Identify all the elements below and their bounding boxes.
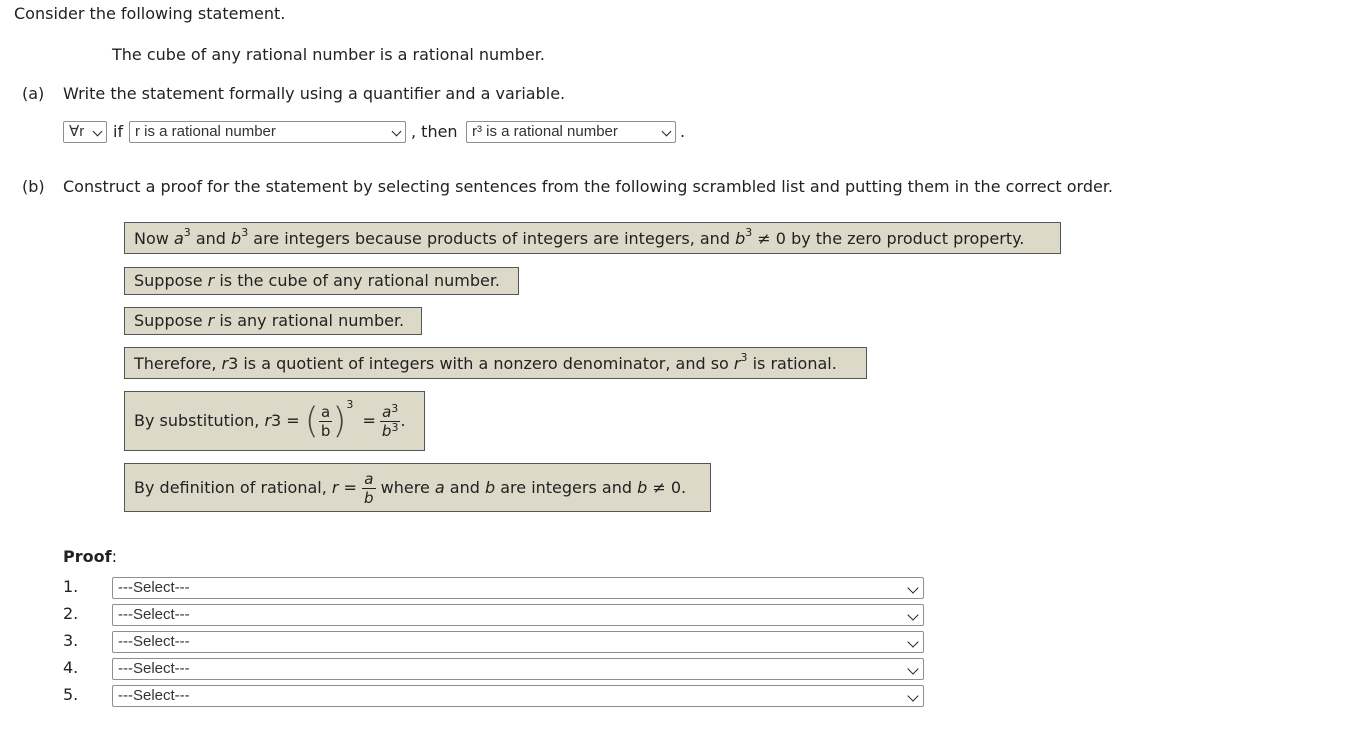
card-text: ≠ 0 by the zero product property.	[752, 229, 1025, 248]
card-text: is a quotient of integers with a nonzero denominator, and so	[238, 354, 734, 373]
exponent: 3	[346, 398, 354, 411]
fraction-a3-over-b3	[380, 403, 401, 440]
hypothesis-value: r is a rational number	[135, 123, 276, 140]
select-value: ---Select---	[118, 579, 190, 596]
var-r: r	[264, 411, 272, 430]
card-text: Therefore,	[134, 354, 222, 373]
var-a: a	[434, 478, 445, 497]
card-text: where	[375, 478, 435, 497]
chevron-down-icon	[93, 127, 103, 137]
paren-left: (	[304, 400, 319, 442]
var-b: b	[231, 229, 242, 248]
var-r: r	[733, 354, 741, 373]
proof-step-1-select[interactable]	[112, 577, 924, 599]
card-text: is rational.	[747, 354, 837, 373]
conclusion-value: r³ is a rational number	[472, 123, 618, 140]
exponent: 3	[740, 351, 748, 364]
sentence-card-suppose-cube[interactable]	[124, 267, 519, 295]
fraction-a-over-b	[319, 403, 333, 440]
chevron-down-icon	[662, 127, 672, 137]
equals-sign: =	[362, 411, 376, 430]
exponent: 3	[745, 226, 753, 239]
var-r: r	[207, 311, 215, 330]
card-text: are integers and	[495, 478, 638, 497]
quantifier-value: ∀r	[69, 123, 85, 140]
part-a-label: (a)	[22, 84, 45, 103]
step-number: 2.	[63, 604, 79, 623]
exponent-inline: 3	[271, 411, 282, 430]
card-text: Suppose	[134, 311, 208, 330]
intro-text: Consider the following statement.	[14, 4, 286, 23]
exponent: 3	[391, 402, 399, 415]
select-value: ---Select---	[118, 633, 190, 650]
sentence-card-definition[interactable]	[124, 463, 711, 512]
fraction-a-over-b	[362, 470, 376, 507]
proof-step-3-select[interactable]	[112, 631, 924, 653]
card-text: ≠ 0.	[647, 478, 687, 497]
sentence-card-suppose-rational[interactable]	[124, 307, 422, 335]
card-text: and	[190, 229, 232, 248]
statement-text: The cube of any rational number is a rational number.	[112, 45, 545, 64]
part-b-prompt: Construct a proof for the statement by selecting sentences from the following scrambled list and putting them in the correct order.	[63, 177, 1114, 196]
var-r: r	[221, 354, 229, 373]
denominator: b	[320, 422, 331, 440]
var-r: r	[331, 478, 339, 497]
card-text: is any rational number.	[214, 311, 405, 330]
period: .	[400, 411, 406, 430]
if-word: if	[113, 122, 124, 141]
conclusion-select[interactable]	[466, 121, 676, 143]
equals-sign: =	[281, 411, 305, 430]
proof-label: Proof	[63, 547, 112, 566]
part-a-prompt: Write the statement formally using a quantifier and a variable.	[63, 84, 566, 103]
proof-colon: :	[111, 547, 117, 566]
var-a: a	[382, 403, 392, 421]
proof-heading	[63, 547, 117, 566]
var-b: b	[735, 229, 746, 248]
chevron-down-icon	[907, 582, 918, 593]
paren-right: )	[332, 400, 347, 442]
select-value: ---Select---	[118, 660, 190, 677]
chevron-down-icon	[907, 690, 918, 701]
step-number: 1.	[63, 577, 79, 596]
chevron-down-icon	[907, 663, 918, 674]
sentence-card-therefore[interactable]	[124, 347, 867, 379]
card-text: Now	[134, 229, 174, 248]
then-word: , then	[411, 122, 458, 141]
card-text: Suppose	[134, 271, 208, 290]
denominator: b	[364, 489, 374, 507]
exponent: 3	[241, 226, 249, 239]
part-b-label: (b)	[22, 177, 45, 196]
numerator: a	[321, 403, 331, 421]
quantifier-select[interactable]	[63, 121, 107, 143]
hypothesis-select[interactable]	[129, 121, 406, 143]
equals-sign: =	[338, 478, 363, 497]
period: .	[680, 122, 686, 141]
var-a: a	[173, 229, 184, 248]
step-number: 4.	[63, 658, 79, 677]
var-b: b	[484, 478, 496, 497]
var-b: b	[381, 422, 392, 440]
chevron-down-icon	[907, 636, 918, 647]
card-text: are integers because products of integers are integers, and	[248, 229, 736, 248]
exponent: 3	[391, 421, 399, 434]
proof-step-5-select[interactable]	[112, 685, 924, 707]
var-b: b	[637, 478, 648, 497]
chevron-down-icon	[907, 609, 918, 620]
card-text: is the cube of any rational number.	[214, 271, 501, 290]
sentence-card-zero-product[interactable]	[124, 222, 1061, 254]
numerator: a	[364, 470, 374, 488]
exponent-inline: 3	[228, 354, 239, 373]
card-text: and	[444, 478, 485, 497]
proof-step-2-select[interactable]	[112, 604, 924, 626]
chevron-down-icon	[392, 127, 402, 137]
card-text: By substitution,	[134, 411, 265, 430]
select-value: ---Select---	[118, 687, 190, 704]
var-r: r	[207, 271, 215, 290]
card-text: By definition of rational,	[134, 478, 332, 497]
sentence-card-substitution[interactable]	[124, 391, 425, 451]
select-value: ---Select---	[118, 606, 190, 623]
proof-step-4-select[interactable]	[112, 658, 924, 680]
step-number: 3.	[63, 631, 79, 650]
exponent: 3	[183, 226, 191, 239]
step-number: 5.	[63, 685, 79, 704]
denominator	[380, 421, 401, 440]
numerator	[380, 403, 401, 421]
